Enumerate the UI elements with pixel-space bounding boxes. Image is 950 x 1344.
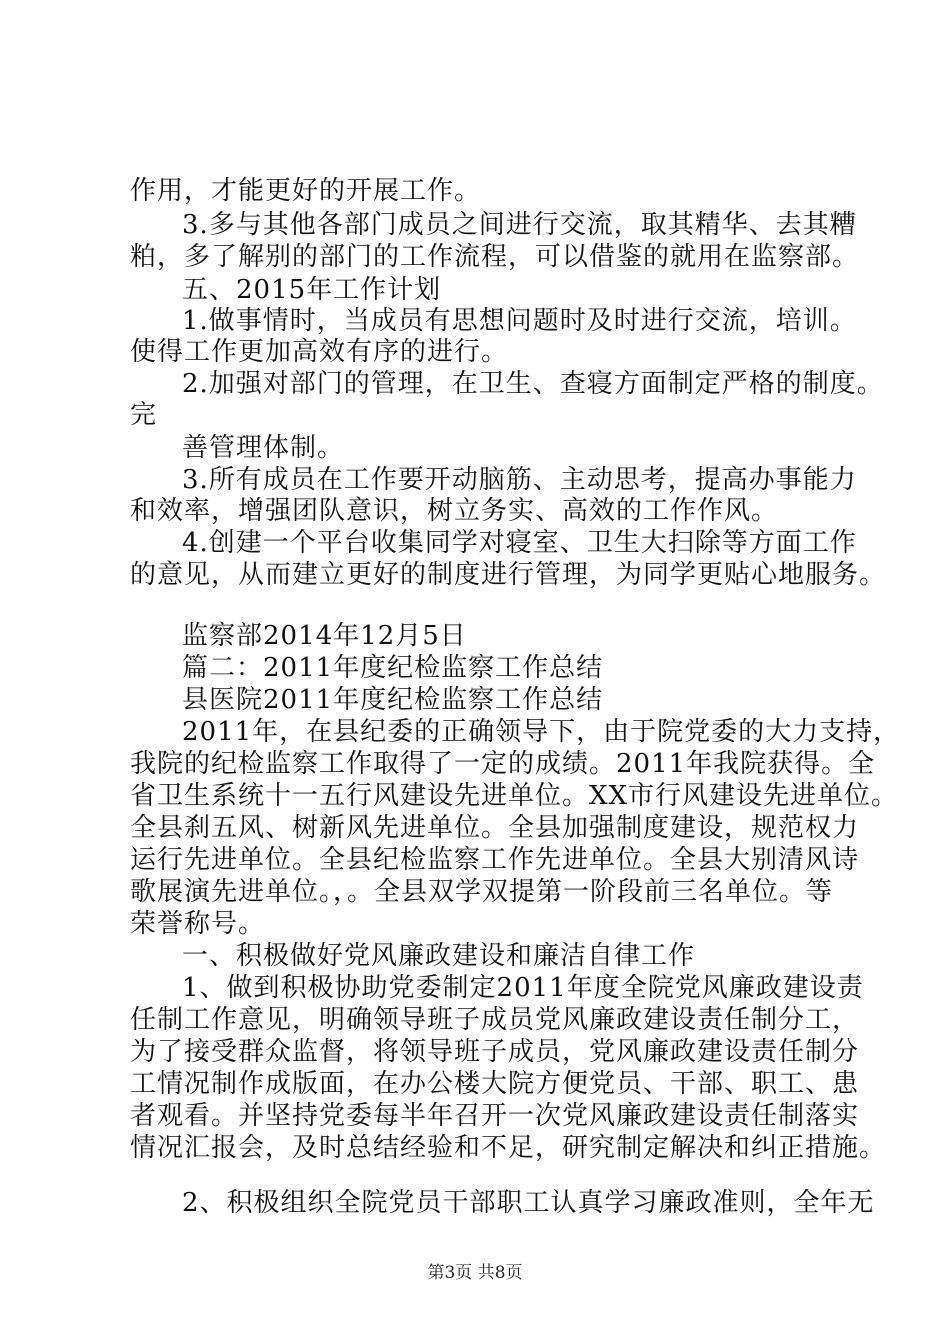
text-line: 4.创建一个平台收集同学对寝室、卫生大扫除等方面工作 (182, 528, 857, 558)
text-line: 为了接受群众监督，将领导班子成员，党风廉政建设责任制分 (130, 1037, 860, 1067)
text-line: 者观看。并坚持党委每半年召开一次党风廉政建设责任制落实 (130, 1101, 860, 1131)
text-line: 1.做事情时，当成员有思想问题时及时进行交流，培训。 (182, 306, 857, 336)
text-line: 3.所有成员在工作要开动脑筋、主动思考，提高办事能力 (182, 465, 857, 495)
text-line: 2011年，在县纪委的正确领导下，由于院党委的大力支持， (182, 717, 901, 747)
text-line: 情况汇报会，及时总结经验和不足，研究制定解决和纠正措施。 (130, 1133, 887, 1163)
signature-date: 监察部2014年12月5日 (182, 621, 467, 651)
text-line: 2、积极组织全院党员干部职工认真学习廉政准则，全年无 (182, 1188, 875, 1218)
text-line: 使得工作更加高效有序的进行。 (130, 337, 509, 367)
text-line: 2.加强对部门的管理，在卫生、查寝方面制定严格的制度。 (182, 369, 884, 399)
text-line: 我院的纪检监察工作取得了一定的成绩。2011年我院获得。全 (130, 749, 876, 779)
text-line: 的意见，从而建立更好的制度进行管理，为同学更贴心地服务。 (130, 560, 887, 590)
text-line: 3.多与其他各部门成员之间进行交流，取其精华、去其糟 (182, 210, 857, 240)
text-line: 粕，多了解别的部门的工作流程，可以借鉴的就用在监察部。 (130, 242, 860, 272)
text-line: 和效率，增强团队意识，树立务实、高效的工作作风。 (130, 496, 779, 526)
article-heading: 篇二：2011年度纪检监察工作总结 (182, 653, 604, 683)
text-line: 省卫生系统十一五行风建设先进单位。XX市行风建设先进单位。 (130, 781, 899, 811)
text-line: 全县刹五风、树新风先进单位。全县加强制度建设，规范权力 (130, 813, 860, 843)
text-line: 任制工作意见，明确领导班子成员党风廉政建设责任制分工， (130, 1005, 860, 1035)
section-heading: 五、2015年工作计划 (182, 275, 442, 305)
text-line: 1、做到积极协助党委制定2011年度全院党风廉政建设责 (182, 973, 864, 1003)
text-line: 荣誉称号。 (130, 909, 266, 939)
text-line: 善管理体制。 (182, 433, 345, 463)
page-number-footer: 第3页 共8页 (427, 1263, 523, 1283)
text-line: 作用，才能更好的开展工作。 (130, 176, 482, 206)
text-line: 工情况制作成版面，在办公楼大院方便党员、干部、职工、患 (130, 1069, 860, 1099)
text-line: 歌展演先进单位。，。全县双学双提第一阶段前三名单位。等 (130, 877, 834, 907)
article-title: 县医院2011年度纪检监察工作总结 (182, 685, 604, 715)
text-line: 运行先进单位。全县纪检监察工作先进单位。全县大别清风诗 (130, 845, 860, 875)
text-line: 完 (130, 400, 158, 430)
section-heading: 一、积极做好党风廉政建设和廉洁自律工作 (182, 941, 696, 971)
